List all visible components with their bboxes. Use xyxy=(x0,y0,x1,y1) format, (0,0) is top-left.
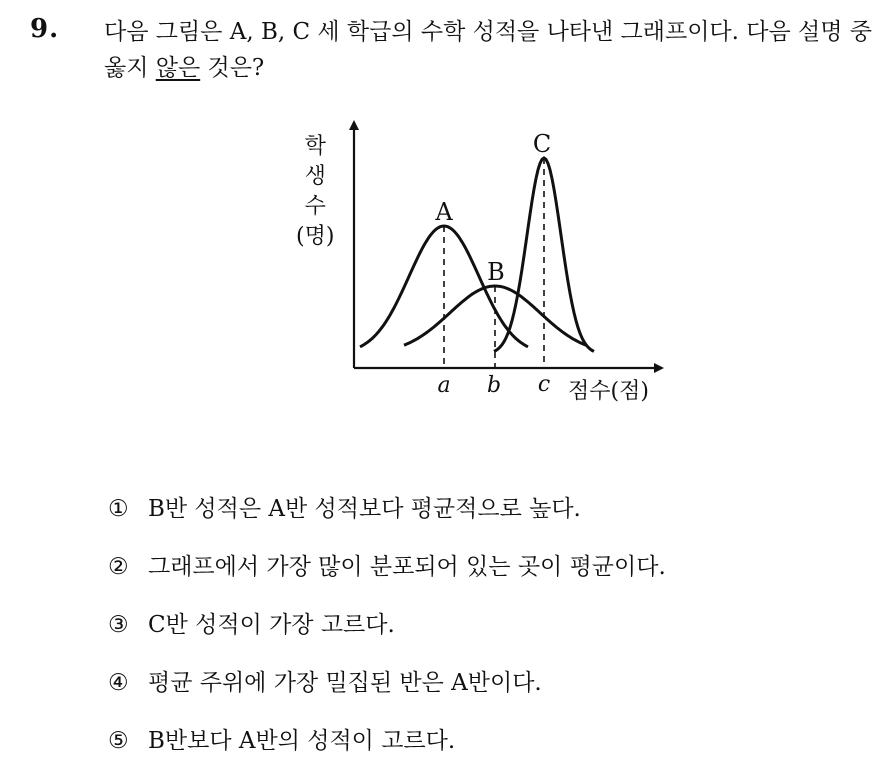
choice-5[interactable] xyxy=(108,724,666,782)
question-number: 9. xyxy=(30,14,60,44)
curve-c-label: C xyxy=(532,130,552,158)
choice-marker: ① xyxy=(108,496,129,522)
choice-text: 그래프에서 가장 많이 분포되어 있는 곳이 평균이다. xyxy=(148,554,666,580)
y-axis-label-char: 학 xyxy=(304,134,326,159)
y-axis-label-char: (명) xyxy=(296,224,335,249)
question-text-underlined: 않은 xyxy=(155,55,201,81)
question-text-before: 다음 그림은 A, B, C 세 학급의 수학 성적을 나타낸 그래프이다. 다음 설명 중 옳지 xyxy=(104,19,872,81)
y-axis-label xyxy=(296,132,334,252)
choice-marker: ② xyxy=(108,554,129,580)
x-axis-label: 점수(점) xyxy=(568,379,649,404)
choice-text: C반 성적이 가장 고르다. xyxy=(148,612,395,638)
y-axis-label-char: 수 xyxy=(304,194,326,219)
choice-2[interactable] xyxy=(108,550,666,608)
tick-label-a: a xyxy=(437,373,451,398)
curve-b-label: B xyxy=(487,258,505,286)
choice-1[interactable] xyxy=(108,492,666,550)
curve-b-line xyxy=(404,286,586,345)
choice-4[interactable] xyxy=(108,666,666,724)
choice-marker: ④ xyxy=(108,670,129,696)
question-text-after: 것은? xyxy=(200,55,265,81)
choice-marker: ⑤ xyxy=(108,728,129,754)
choice-marker: ③ xyxy=(108,612,129,638)
curve-c-line xyxy=(494,158,594,351)
tick-label-b: b xyxy=(486,373,502,398)
question-text xyxy=(104,14,874,86)
tick-label-c: c xyxy=(537,372,551,397)
choice-text: B반 성적은 A반 성적보다 평균적으로 높다. xyxy=(148,496,581,522)
answer-choices xyxy=(108,492,666,782)
choice-text: B반보다 A반의 성적이 고르다. xyxy=(148,728,456,754)
y-axis-label-char: 생 xyxy=(304,164,326,189)
curve-a-label: A xyxy=(435,198,453,226)
score-distribution-figure xyxy=(280,112,680,422)
choice-3[interactable] xyxy=(108,608,666,666)
choice-text: 평균 주위에 가장 밀집된 반은 A반이다. xyxy=(148,670,542,696)
